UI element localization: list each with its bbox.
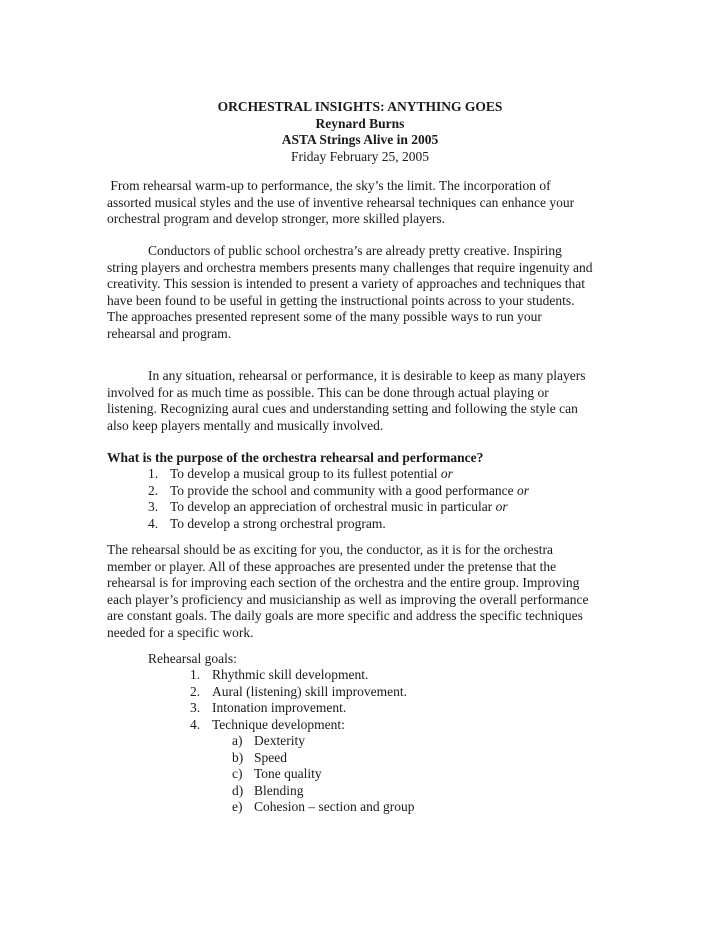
list-text: Technique development: (212, 716, 345, 732)
intro-paragraph (107, 178, 617, 228)
event-name: ASTA Strings Alive in 2005 (281, 132, 439, 147)
list-number: 4. (190, 716, 201, 732)
list-item (232, 783, 414, 800)
list-number: 3. (190, 700, 201, 715)
text-line: also keep players mentally and musically involved. (107, 417, 384, 433)
technique-sublist (232, 733, 414, 816)
text-line: have been found to be useful in getting the instructional points across to your students. (107, 292, 575, 308)
list-number: 2. (148, 482, 159, 498)
text-line: involved for as much time as possible. This can be done through actual playing or (107, 384, 549, 400)
list-letter: b) (232, 749, 244, 765)
list-emphasis: or (516, 482, 529, 498)
list-number: 4. (148, 515, 159, 531)
list-number: 2. (190, 683, 201, 699)
list-text: To provide the school and community with a good performance or (170, 482, 529, 498)
paragraph-rehearsal (107, 542, 617, 641)
list-text: Speed (254, 749, 287, 765)
document-title: ORCHESTRAL INSIGHTS: ANYTHING GOES (217, 99, 503, 114)
list-text: Rhythmic skill development. (212, 667, 369, 682)
paragraph-involvement (107, 368, 617, 434)
list-letter: a) (232, 733, 243, 748)
text-line: member or player. All of these approaches are presented under the pretense that the (107, 558, 557, 574)
list-item (148, 516, 529, 533)
purpose-list (148, 466, 529, 532)
text-line: Conductors of public school orchestra’s are already pretty creative. Inspiring (148, 243, 562, 258)
list-text: Blending (254, 782, 304, 798)
text-line: The approaches presented represent some of the many possible ways to run your (107, 309, 542, 324)
document-header (0, 99, 720, 165)
list-text: To develop a musical group to its fullest potential or (170, 466, 453, 481)
list-text: To develop a strong orchestral program. (170, 515, 386, 531)
list-item (232, 750, 414, 767)
text-line: From rehearsal warm-up to performance, the sky’s the limit. The incorporation of (107, 178, 551, 193)
text-line: each player’s proficiency and musicianship as well as improving the overall performance (107, 591, 589, 607)
list-text: To develop an appreciation of orchestral music in particular or (170, 499, 508, 514)
list-item (148, 499, 529, 516)
list-item (190, 717, 407, 734)
text-line: assorted musical styles and the use of inventive rehearsal techniques can enhance your (107, 194, 575, 210)
list-item (190, 684, 407, 701)
text-line: listening. Recognizing aural cues and understanding setting and following the style can (107, 401, 578, 416)
text-line: orchestral program and develop stronger, more skilled players. (107, 211, 445, 226)
list-item (232, 799, 414, 816)
text-line: The rehearsal should be as exciting for you, the conductor, as it is for the orchestra (107, 542, 553, 557)
list-item (190, 700, 407, 717)
text-line: creativity. This session is intended to present a variety of approaches and techniques that (107, 276, 585, 291)
list-item (148, 483, 529, 500)
author-name: Reynard Burns (315, 115, 405, 131)
list-item (148, 466, 529, 483)
list-emphasis: or (495, 499, 508, 514)
list-letter: d) (232, 782, 244, 798)
purpose-heading: What is the purpose of the orchestra rehearsal and performance? (107, 450, 484, 465)
list-number: 3. (148, 499, 159, 514)
paragraph-conductors (107, 243, 617, 342)
list-text: Intonation improvement. (212, 700, 347, 715)
list-item (232, 766, 414, 783)
list-text: Dexterity (254, 733, 305, 748)
text-line: rehearsal and program. (107, 325, 232, 341)
list-text: Aural (listening) skill improvement. (212, 683, 407, 699)
text-line: rehearsal is for improving each section of the orchestra and the entire group. Improving (107, 575, 580, 590)
list-letter: c) (232, 766, 243, 781)
list-letter: e) (232, 799, 243, 814)
text-line: needed for a specific work. (107, 624, 254, 640)
goals-heading: Rehearsal goals: (148, 651, 237, 666)
list-number: 1. (148, 466, 159, 481)
list-number: 1. (190, 667, 201, 682)
goals-list (190, 667, 407, 733)
list-text: Cohesion – section and group (254, 799, 415, 814)
list-item (232, 733, 414, 750)
text-line: string players and orchestra members presents many challenges that require ingenuity and (107, 259, 593, 275)
text-line: In any situation, rehearsal or performance, it is desirable to keep as many players (148, 368, 586, 383)
list-text: Tone quality (254, 766, 322, 781)
list-item (190, 667, 407, 684)
event-date: Friday February 25, 2005 (291, 148, 429, 164)
list-emphasis: or (440, 466, 453, 481)
text-line: are constant goals. The daily goals are more specific and address the specific techniques (107, 608, 583, 623)
